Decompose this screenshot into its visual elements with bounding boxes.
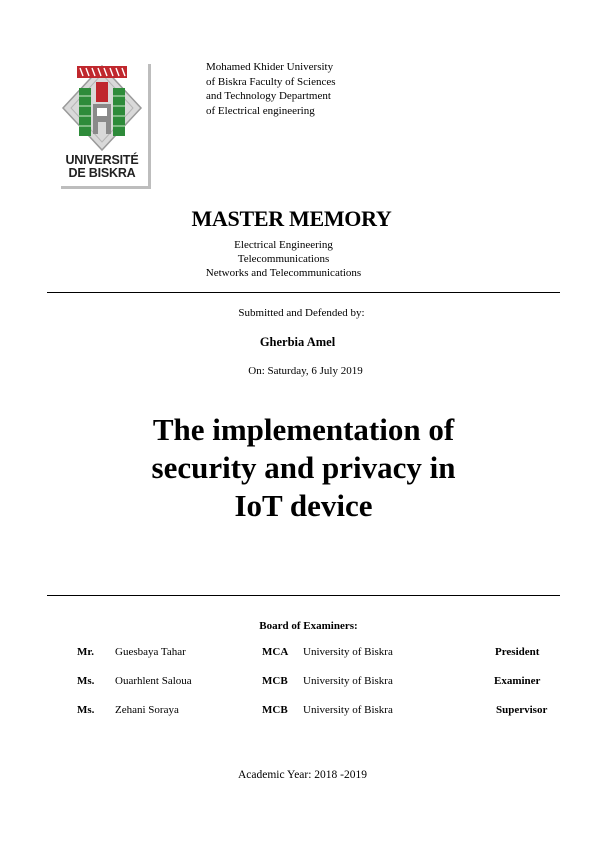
examiner-grade: MCB [262,704,288,716]
examiner-institution: University of Biskra [303,704,393,716]
examiner-grade: MCA [262,646,289,658]
examiner-row [0,646,595,662]
document-type-heading: MASTER MEMORY [191,206,392,231]
program-line: Electrical Engineering [234,239,333,251]
examiner-name: Guesbaya Tahar [115,646,186,658]
university-emblem-icon [57,60,147,152]
examiner-role: Examiner [494,675,541,687]
examiner-institution: University of Biskra [303,675,393,687]
top-divider [47,292,560,293]
defense-date: On: Saturday, 6 July 2019 [248,365,363,377]
examiner-role: Supervisor [496,704,548,716]
submitted-label: Submitted and Defended by: [238,307,365,319]
institution-line: of Electrical engineering [206,104,315,117]
institution-block [206,60,336,118]
thesis-title-line: The implementation of [152,412,455,447]
board-heading: Board of Examiners: [259,620,358,632]
examiner-grade: MCB [262,675,288,687]
examiner-row [0,704,595,720]
examiner-honorific: Mr. [77,646,95,658]
thesis-title-line: IoT device [234,488,373,523]
thesis-title [0,411,595,525]
university-logo [57,60,150,190]
institution-line: Mohamed Khider University [206,61,334,73]
bottom-divider [47,595,560,596]
logo-text-line1: UNIVERSITÉ [65,153,139,167]
examiner-name: Ouarhlent Saloua [115,675,192,687]
institution-line: of Biskra Faculty of Sciences [206,75,336,88]
examiner-row [0,675,595,691]
examiner-honorific: Ms. [77,675,95,687]
program-line: Networks and Telecommunications [205,267,362,279]
examiner-name: Zehani Soraya [115,704,179,716]
examiner-role: President [495,646,540,658]
thesis-title-line: security and privacy in [151,450,456,485]
academic-year: Academic Year: 2018 -2019 [237,769,368,781]
logo-text-line2: DE BISKRA [68,166,136,180]
examiner-honorific: Ms. [77,704,95,716]
program-list [0,238,567,280]
institution-line: and Technology Department [206,90,331,102]
author-name: Gherbia Amel [259,335,336,349]
examiner-institution: University of Biskra [303,646,393,658]
program-line: Telecommunications [237,253,330,265]
